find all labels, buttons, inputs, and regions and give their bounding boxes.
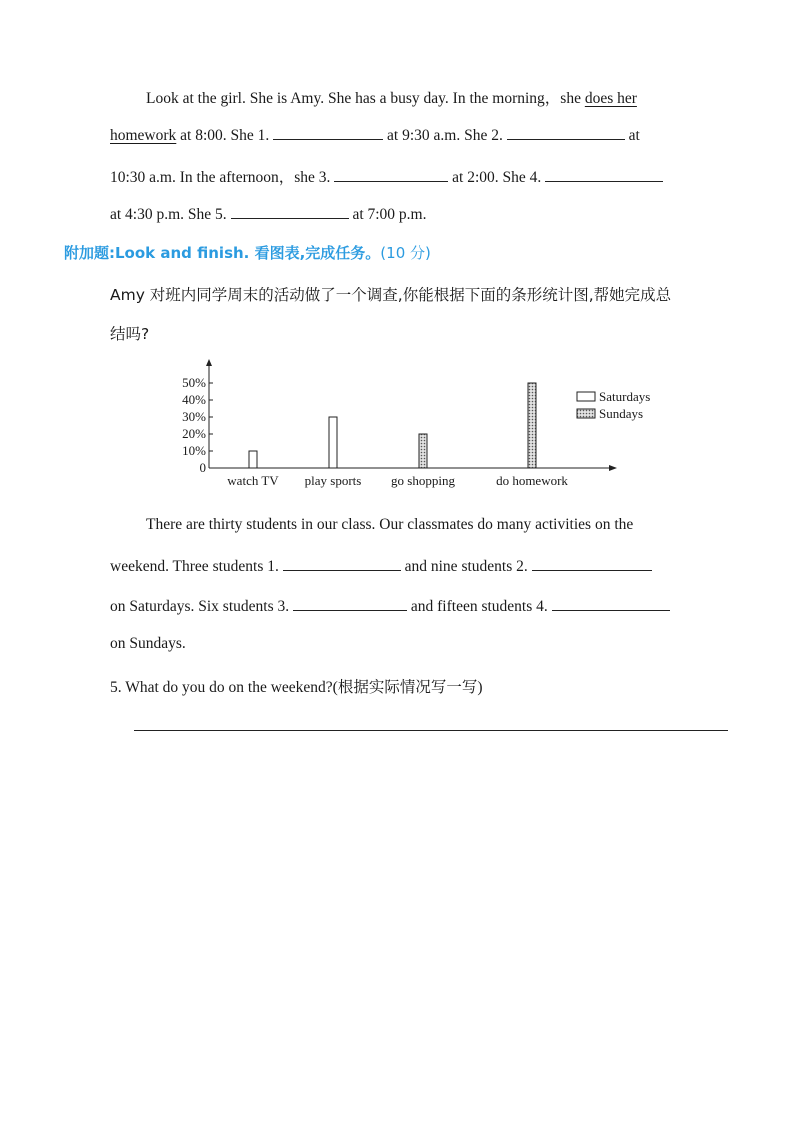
story-line-4 — [110, 204, 427, 224]
bar-sundays-2 — [419, 434, 427, 468]
summary-text: on Saturdays. Six students 3. — [110, 598, 293, 615]
story-text: Look at the girl. She is Amy. She has a busy day. In the morning，she — [146, 90, 585, 107]
legend-swatch-saturdays — [577, 392, 595, 401]
summary-line-3 — [110, 596, 670, 616]
y-tick-label: 30% — [182, 409, 206, 424]
bonus-intro-line-1: Amy 对班内同学周末的活动做了一个调查,你能根据下面的条形统计图,帮她完成总 — [110, 286, 672, 304]
x-category-label: watch TV — [227, 473, 279, 488]
bar-saturdays-1 — [329, 417, 337, 468]
story-line-2 — [110, 125, 640, 145]
activity-bar-chart — [0, 355, 793, 495]
summary-blank-4[interactable] — [552, 596, 670, 611]
answer-blank-3[interactable] — [334, 167, 448, 182]
x-axis-arrow-icon — [609, 465, 617, 471]
story-text: at 2:00. She 4. — [448, 169, 546, 186]
summary-line-4: on Sundays. — [110, 635, 186, 652]
answer-blank-1[interactable] — [273, 125, 383, 140]
bar-saturdays-0 — [249, 451, 257, 468]
question-5: 5. What do you do on the weekend?(根据实际情况写一写) — [110, 679, 483, 696]
bonus-title: 附加题:Look and finish. 看图表,完成任务。 — [64, 244, 381, 262]
story-text: at — [624, 127, 640, 144]
summary-line-1: There are thirty students in our class. Our classmates do many activities on the — [146, 516, 634, 533]
y-tick-label: 20% — [182, 426, 206, 441]
summary-text: and fifteen students 4. — [407, 598, 552, 615]
answer-blank-5[interactable] — [231, 204, 349, 219]
legend-label-saturdays: Saturdays — [599, 389, 651, 404]
bonus-heading — [64, 242, 431, 263]
underlined-phrase: does her — [584, 90, 637, 107]
y-tick-label: 50% — [182, 375, 206, 390]
summary-line-2 — [110, 556, 652, 576]
y-axis-arrow-icon — [206, 359, 212, 366]
x-category-label: do homework — [496, 473, 568, 488]
legend-label-sundays: Sundays — [599, 406, 644, 421]
x-category-label: go shopping — [391, 473, 455, 488]
y-tick-label: 0 — [199, 460, 206, 475]
summary-blank-3[interactable] — [293, 596, 407, 611]
story-text: 10:30 a.m. In the afternoon，she 3. — [110, 169, 335, 186]
bar-sundays-3 — [528, 383, 536, 468]
story-line-1 — [146, 86, 637, 108]
summary-text: weekend. Three students 1. — [110, 558, 283, 575]
x-category-label: play sports — [304, 473, 362, 488]
summary-blank-1[interactable] — [283, 556, 401, 571]
story-text: at 9:30 a.m. She 2. — [383, 127, 507, 144]
y-tick-label: 40% — [182, 392, 206, 407]
question-5-answer-line[interactable] — [134, 729, 728, 731]
answer-blank-4[interactable] — [545, 167, 663, 182]
story-text: at 8:00. She 1. — [176, 127, 274, 144]
answer-blank-2[interactable] — [507, 125, 625, 140]
bonus-score: (10 分) — [380, 244, 431, 262]
story-text: at 7:00 p.m. — [348, 206, 427, 223]
summary-text: and nine students 2. — [400, 558, 532, 575]
underlined-phrase: homework — [110, 127, 177, 144]
legend-swatch-sundays — [577, 409, 595, 418]
story-text: at 4:30 p.m. She 5. — [110, 206, 231, 223]
story-line-3 — [110, 165, 663, 187]
y-tick-label: 10% — [182, 443, 206, 458]
summary-blank-2[interactable] — [532, 556, 652, 571]
bonus-intro-line-2: 结吗? — [110, 325, 150, 343]
